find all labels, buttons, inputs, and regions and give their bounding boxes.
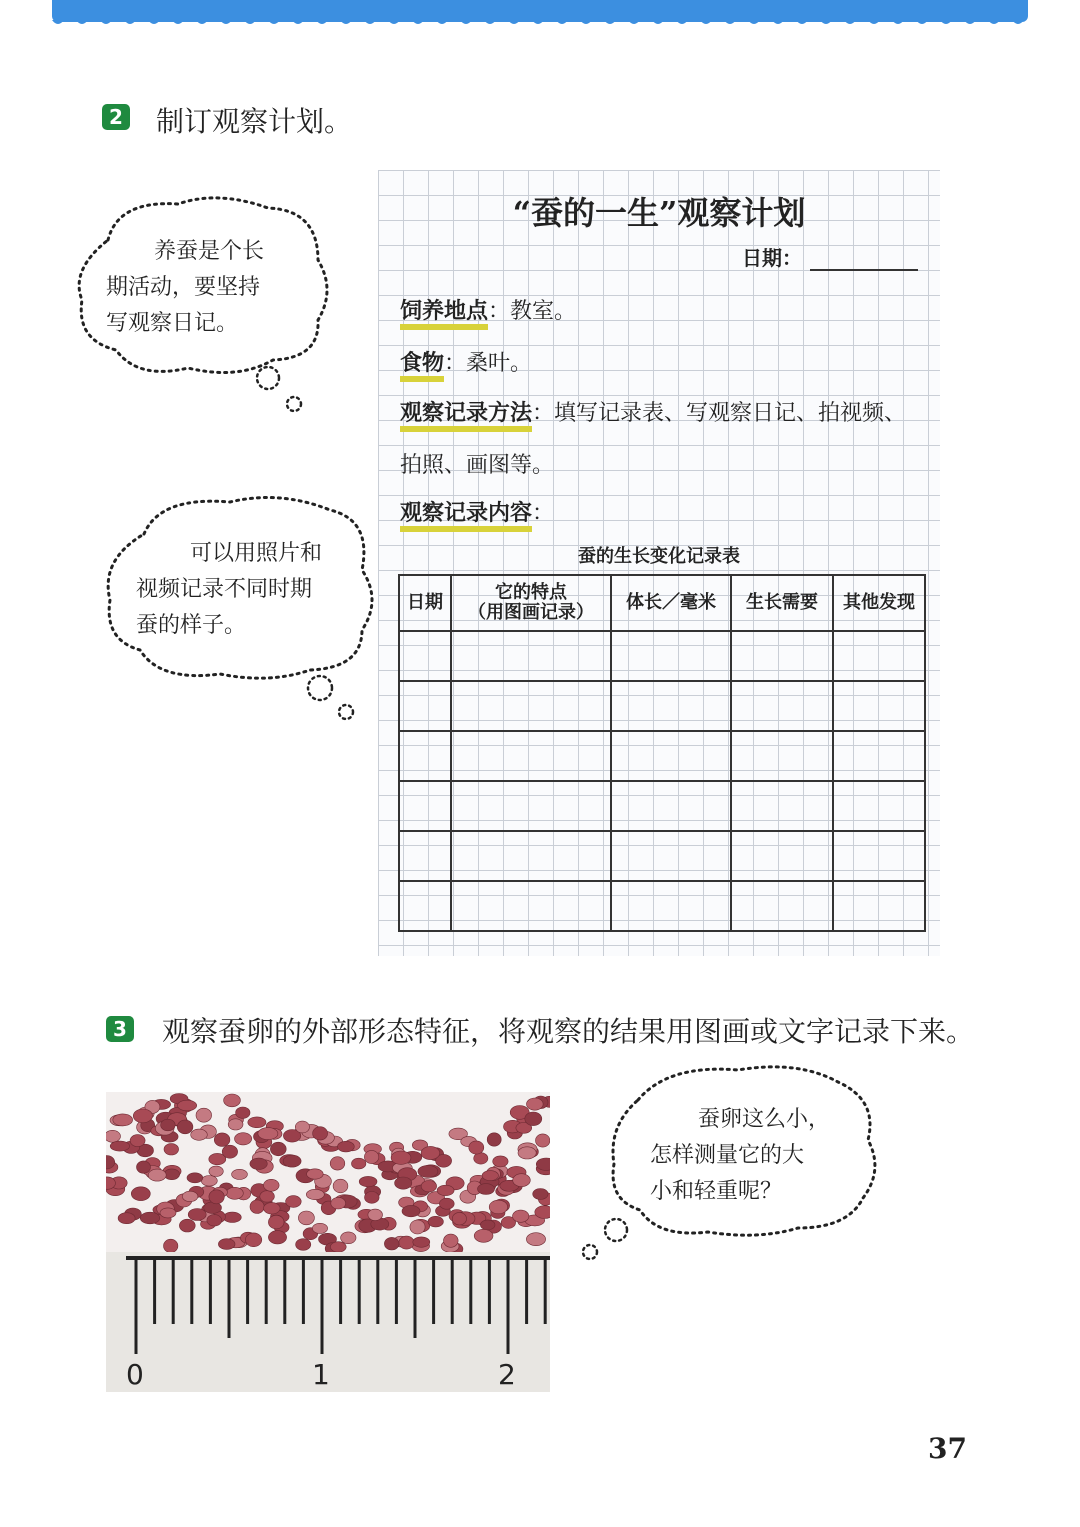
table-cell [833,831,925,881]
table-header-row [399,575,925,631]
silkworm-egg [413,1237,430,1247]
table-row [399,631,925,681]
silkworm-egg [437,1185,454,1195]
silkworm-egg [493,1156,508,1167]
table-cell [451,881,611,931]
food-label: 食物 [400,351,444,382]
silkworm-egg [264,1203,281,1214]
silkworm-egg [421,1146,440,1159]
date-blank-line [810,268,918,271]
silkworm-egg [480,1220,495,1230]
plan-place-line [400,294,576,325]
bubble-1-line-1: 养蚕是个长 [154,239,265,264]
silkworm-egg [245,1233,261,1247]
silkworm-egg [164,1239,178,1252]
header-needs: 生长需要 [731,575,833,631]
bubble-2-line-2: 视频记录不同时期 [136,577,313,602]
table-row [399,881,925,931]
silkworm-egg [283,1155,301,1167]
bubble-1-line-3: 写观察日记。 [106,311,239,336]
silkworm-egg [489,1200,507,1214]
silkworm-egg [364,1150,378,1163]
silkworm-egg [209,1166,223,1176]
plan-food-line [400,346,532,377]
silkworm-egg [270,1142,286,1156]
silkworm-egg [474,1229,493,1242]
silkworm-egg [218,1239,235,1250]
silkworm-egg [536,1134,550,1147]
wave-edge-icon [52,20,1028,28]
silkworm-egg [196,1108,212,1122]
bubble-2-line-3: 蚕的样子。 [136,613,247,638]
table-cell [731,831,833,881]
silkworm-egg [306,1189,324,1199]
step-2-heading: 制订观察计划。 [156,105,353,138]
silkworm-egg [399,1236,414,1249]
silkworm-egg [395,1177,412,1189]
silkworm-egg [182,1191,198,1201]
silkworm-egg [527,1098,544,1110]
silkworm-egg [131,1187,150,1201]
table-cell [611,781,731,831]
growth-record-table [398,574,926,932]
silkworm-egg [296,1239,311,1251]
silkworm-egg [365,1192,380,1204]
table-row [399,781,925,831]
silkworm-eggs-photo [106,1092,550,1392]
silkworm-egg [533,1189,548,1200]
table-cell [833,731,925,781]
table-cell [731,681,833,731]
table-cell [399,781,451,831]
ruler-number-label: 2 [498,1358,516,1391]
silkworm-egg [236,1107,250,1118]
header-features-title: 它的特点 [495,582,567,603]
silkworm-egg [178,1100,197,1111]
silkworm-egg [518,1147,536,1159]
silkworm-egg [177,1120,193,1134]
thought-bubble-long-term [68,190,338,415]
thought-bubble-photo-video [100,490,382,722]
table-cell [611,731,731,781]
silkworm-egg [341,1232,356,1244]
silkworm-egg [513,1210,529,1222]
silkworm-egg [391,1151,411,1164]
silkworm-egg [228,1119,243,1130]
silkworm-egg [224,1094,241,1107]
table-cell [451,681,611,731]
silkworm-egg [352,1158,366,1169]
table-cell [833,681,925,731]
silkworm-egg [444,1234,459,1247]
plan-content-line [400,496,554,527]
table-cell [399,831,451,881]
table-cell [451,731,611,781]
table-row [399,831,925,881]
table-cell [451,831,611,881]
header-other: 其他发现 [833,575,925,631]
header-length: 体长／毫米 [611,575,731,631]
silkworm-egg [452,1212,466,1225]
bubble-3-line-1: 蚕卵这么小， [698,1107,831,1132]
eggs-and-ruler-image [106,1092,550,1392]
table-cell [833,881,925,931]
silkworm-egg [250,1158,267,1169]
table-cell [731,731,833,781]
silkworm-egg [232,1169,248,1179]
header-date: 日期 [399,575,451,631]
silkworm-egg [439,1198,454,1209]
silkworm-egg [410,1220,425,1234]
bubble-3-line-2: 怎样测量它的大 [650,1143,805,1168]
silkworm-egg [535,1206,550,1219]
silkworm-egg [402,1205,420,1216]
silkworm-egg [330,1157,345,1170]
silkworm-egg [148,1169,166,1181]
header-features-note: （用图画记录） [468,602,594,623]
silkworm-egg [260,1191,275,1202]
silkworm-egg [295,1121,309,1133]
silkworm-egg [313,1127,328,1140]
silkworm-egg [384,1237,399,1250]
table-cell [611,631,731,681]
table-cell [611,681,731,731]
silkworm-egg [133,1109,152,1123]
table-cell [833,631,925,681]
bubble-1-line-2: 期活动，要坚持 [106,275,261,300]
table-cell [611,881,731,931]
step-3-heading: 观察蚕卵的外部形态特征，将观察的结果用图画或文字记录下来。 [162,1015,975,1048]
table-cell [451,631,611,681]
silkworm-egg [161,1119,176,1131]
silkworm-egg [188,1209,206,1221]
table-caption: 蚕的生长变化记录表 [578,546,740,567]
table-cell [399,631,451,681]
silkworm-egg [478,1184,495,1195]
silkworm-egg [214,1133,230,1147]
silkworm-egg [201,1176,217,1187]
silkworm-egg [209,1190,224,1204]
bubble-2-line-1: 可以用照片和 [190,541,323,566]
silkworm-egg [160,1208,176,1218]
silkworm-egg [312,1223,327,1233]
silkworm-egg [258,1128,278,1140]
silkworm-egg [164,1144,179,1155]
plan-method-line [400,396,906,427]
table-cell [451,781,611,831]
silkworm-egg [474,1153,488,1164]
silkworm-egg [469,1141,484,1154]
silkworm-egg [248,1117,266,1128]
silkworm-egg [268,1215,284,1229]
silkworm-egg [113,1114,133,1126]
method-label: 观察记录方法 [400,401,532,432]
ruler-number-label: 1 [312,1358,330,1391]
silkworm-egg [368,1209,383,1220]
silkworm-egg [298,1211,314,1225]
silkworm-egg [428,1216,443,1227]
table-cell [731,781,833,831]
silkworm-egg [333,1179,348,1193]
ruler-number-label: 0 [126,1358,144,1391]
silkworm-egg [222,1145,237,1158]
silkworm-egg [106,1130,121,1142]
table-cell [399,681,451,731]
food-value: ：桑叶。 [444,351,533,376]
silkworm-egg [110,1141,129,1151]
silkworm-egg [207,1215,222,1226]
content-value: ： [532,501,555,526]
silkworm-egg [191,1129,208,1140]
date-row [742,242,918,271]
plan-title: “蚕的一生”观察计划 [512,194,806,232]
silkworm-egg [268,1231,286,1244]
table-cell [611,831,731,881]
silkworm-egg [235,1133,252,1145]
observation-plan-paper [378,170,940,956]
silkworm-egg [118,1213,135,1224]
step-badge-2: 2 [102,104,130,130]
silkworm-egg [487,1133,501,1146]
table-cell [399,881,451,931]
header-features [451,575,611,631]
silkworm-egg [130,1135,145,1147]
table-row [399,681,925,731]
top-decorative-band [52,0,1028,22]
silkworm-egg [226,1187,243,1199]
silkworm-egg [250,1200,264,1214]
content-label: 观察记录内容 [400,501,532,532]
silkworm-egg [338,1141,355,1152]
silkworm-egg [223,1212,241,1222]
table-cell [399,731,451,781]
place-label: 饲养地点 [400,299,488,330]
silkworm-egg [286,1196,302,1208]
silkworm-egg [525,1112,542,1126]
step-badge-3: 3 [106,1016,134,1042]
silkworm-egg [330,1242,346,1252]
method-value: ：填写记录表、写观察日记、拍视频、 [532,401,907,426]
table-cell [731,881,833,931]
silkworm-egg [307,1169,324,1179]
table-cell [731,631,833,681]
bubble-3-line-3: 小和轻重呢？ [650,1179,783,1204]
silkworm-egg [526,1233,545,1246]
silkworm-egg [179,1219,195,1232]
plan-method-continued: 拍照、画图等。 [400,453,555,478]
silkworm-egg [513,1174,531,1187]
silkworm-egg [359,1176,377,1186]
place-value: ：教室。 [488,299,577,324]
silkworm-egg [331,1197,346,1209]
table-cell [833,781,925,831]
table-body [399,631,925,931]
silkworm-egg [140,1212,160,1224]
page-number: 37 [928,1432,967,1465]
silkworm-egg [482,1171,498,1181]
table-row [399,731,925,781]
silkworm-egg [264,1179,280,1191]
date-label: 日期： [742,246,802,270]
silkworm-egg [137,1161,151,1173]
silkworm-egg [421,1181,436,1192]
silkworm-egg [418,1165,438,1177]
silkworm-egg [187,1173,203,1183]
thought-bubble-measure [578,1060,888,1265]
